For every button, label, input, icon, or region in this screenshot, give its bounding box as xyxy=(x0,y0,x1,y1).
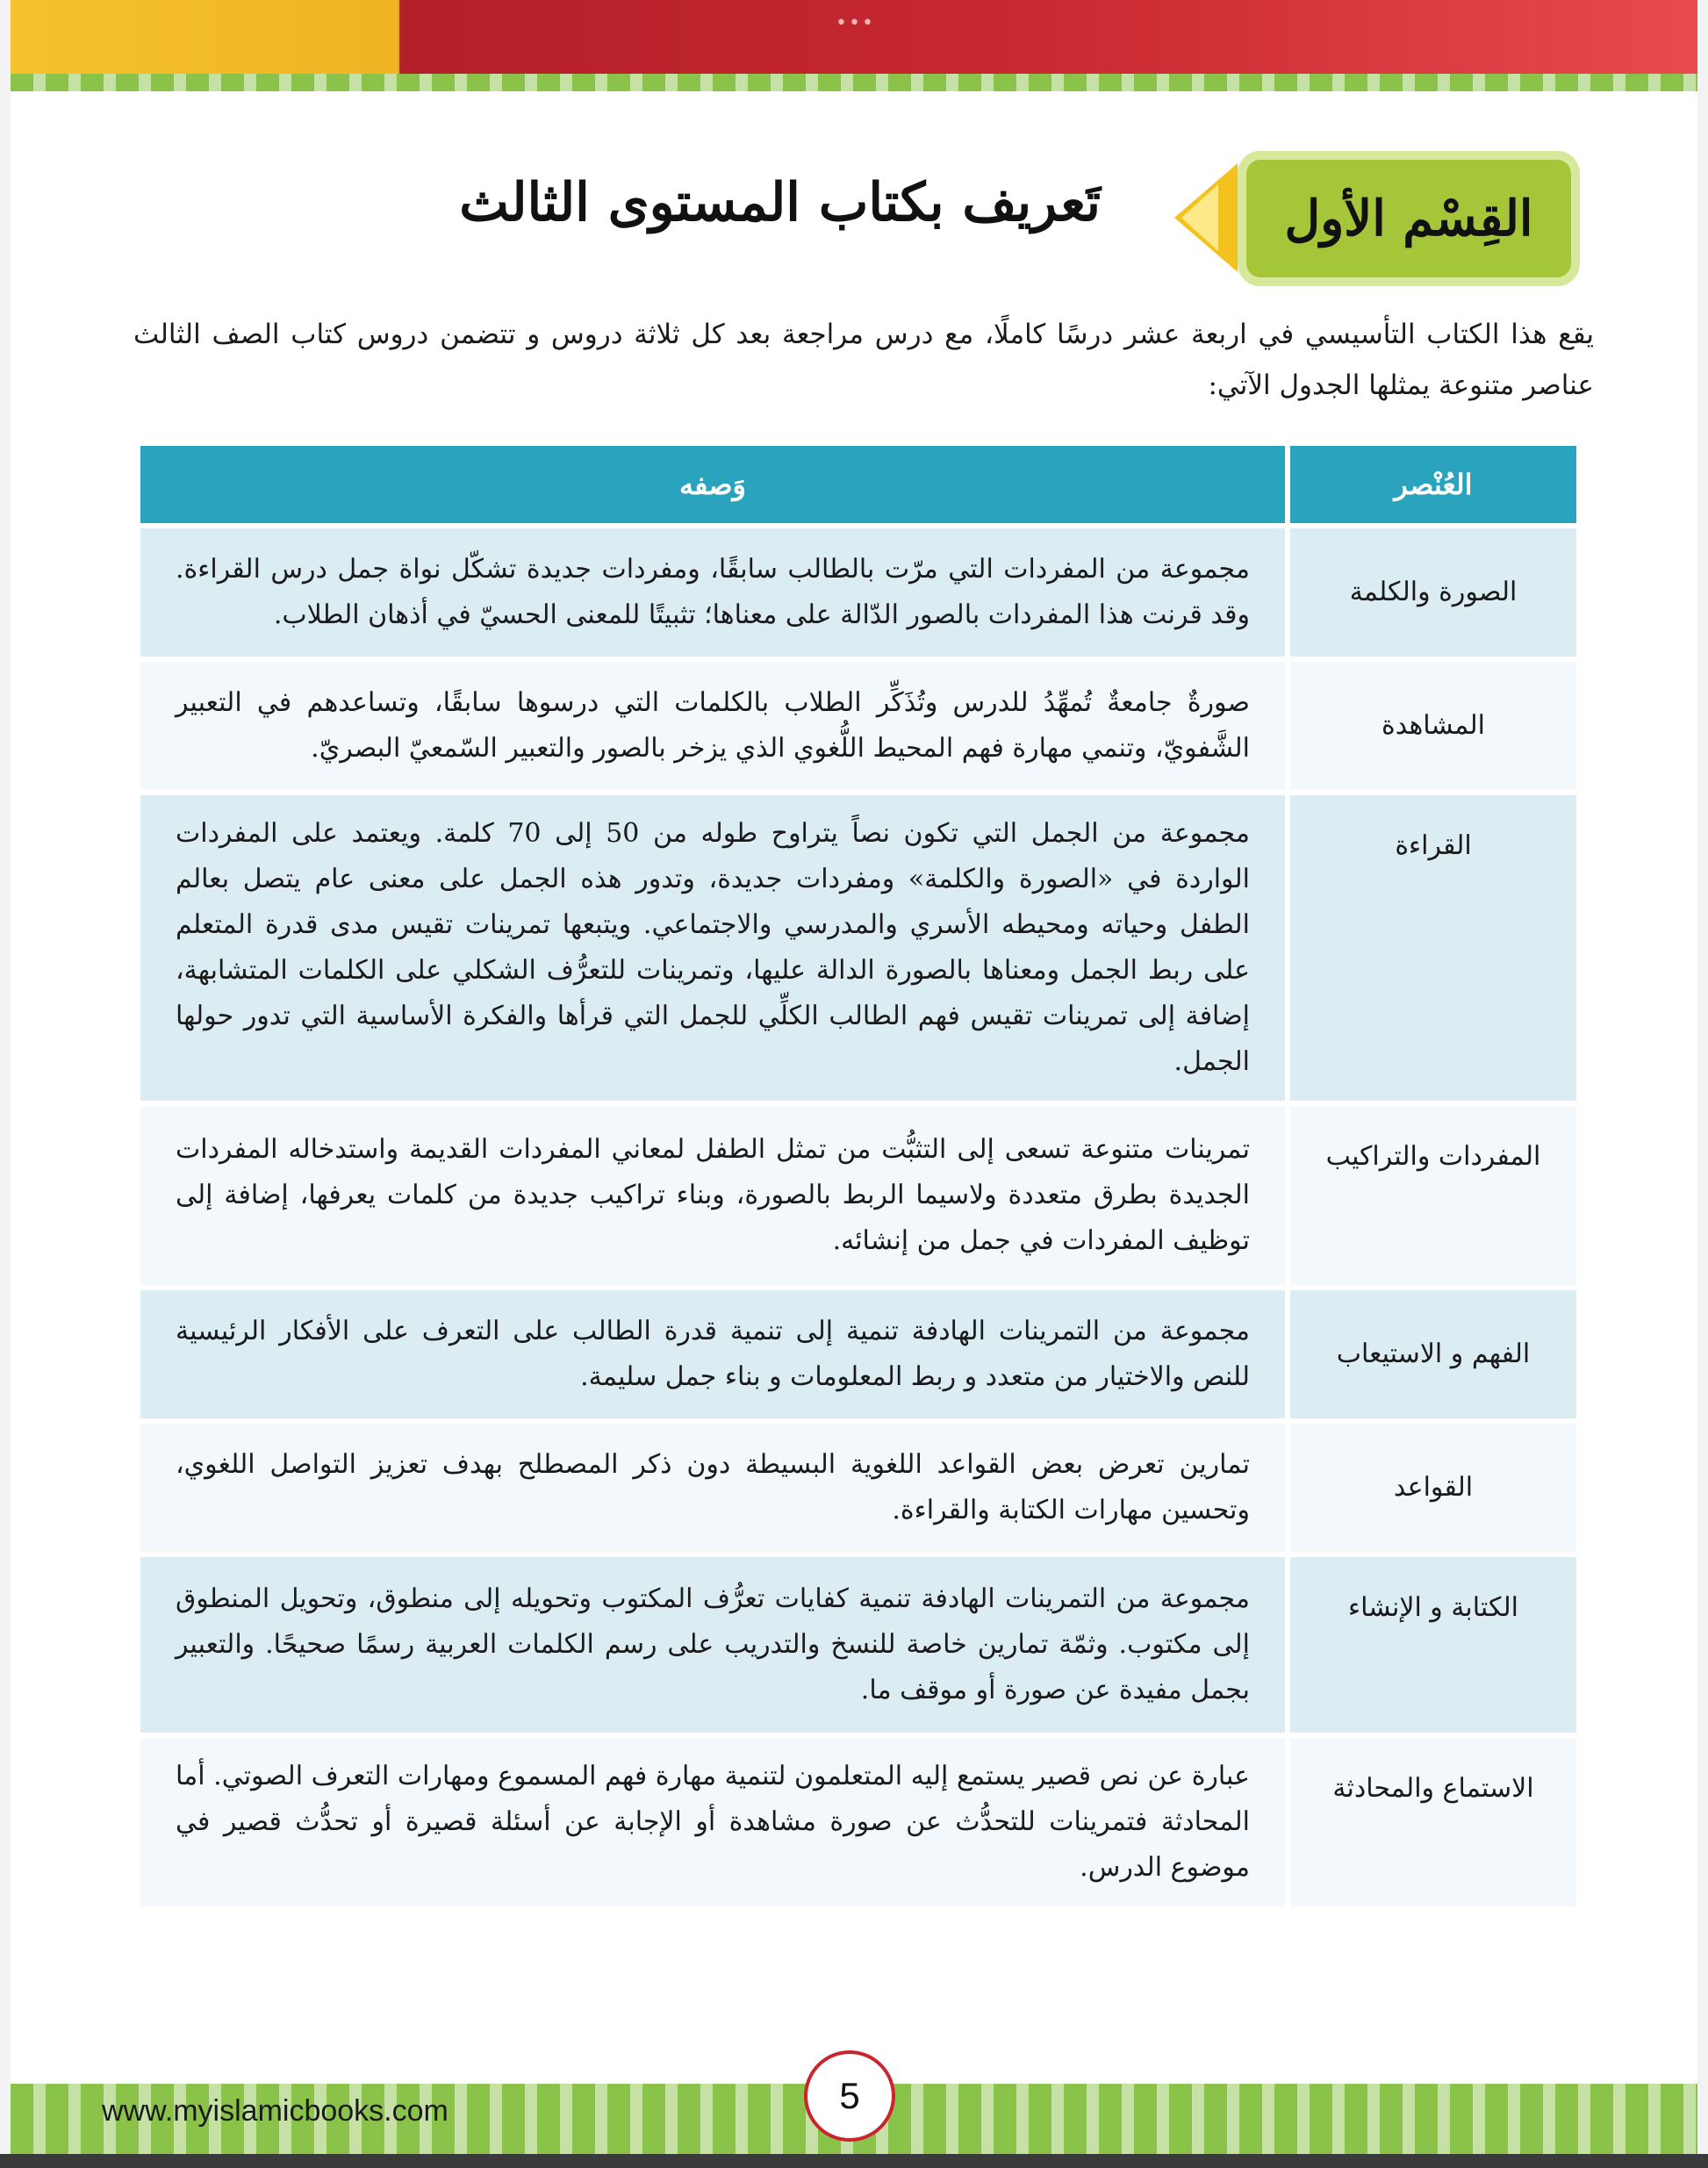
top-color-band xyxy=(11,0,1697,74)
row-element: المفردات والتراكيب xyxy=(1288,1103,1579,1288)
row-description: صورةٌ جامعةٌ تُمهِّدُ للدرس وتُذَكِّر الطلاب بالكلمات التي درسوها سابقًا، وتساعدهم في التعبير الشَّفويّ، وتنمي مهارة فهم المحيط اللُّغوي الذي يزخر بالصور والتعبير السّمعيّ البصريّ. xyxy=(138,659,1288,793)
table-row xyxy=(138,793,1579,1103)
book-page xyxy=(11,0,1697,2168)
row-description: تمارين تعرض بعض القواعد اللغوية البسيطة دون ذكر المصطلح بهدف تعزيز التواصل اللغوي، وتحسين مهارات الكتابة والقراءة. xyxy=(138,1421,1288,1554)
table-row xyxy=(138,1554,1579,1735)
row-element: الاستماع والمحادثة xyxy=(1288,1735,1579,1909)
row-element: الكتابة و الإنشاء xyxy=(1288,1554,1579,1735)
row-element: الصورة والكلمة xyxy=(1288,526,1579,659)
row-description: تمرينات متنوعة تسعى إلى التثبُّت من تمثل الطفل لمعاني المفردات القديمة واستدخاله المفردات الجديدة بطرق متعددة ولاسيما الربط بالصورة، وبناء تراكيب جديدة من كلمات يعرفها، إضافة إلى توظيف المفردات في جمل من إنشائه. xyxy=(138,1103,1288,1288)
table-row xyxy=(138,1288,1579,1421)
table-row xyxy=(138,526,1579,659)
table-row xyxy=(138,659,1579,793)
row-description: مجموعة من المفردات التي مرّت بالطالب سابقًا، ومفردات جديدة تشكّل نواة جمل درس القراءة. وقد قرنت هذا المفردات بالصور الدّالة على معناها؛ تثبيتًا للمعنى الحسيّ في أذهان الطلاب. xyxy=(138,526,1288,659)
table-row xyxy=(138,1735,1579,1909)
viewer-bottom-bar xyxy=(0,2154,1708,2168)
section-badge-label: القِسْم الأول xyxy=(1284,190,1533,248)
page-number: 5 xyxy=(804,2050,895,2142)
row-element: القراءة xyxy=(1288,793,1579,1103)
row-element: الفهم و الاستيعاب xyxy=(1288,1288,1579,1421)
table-row xyxy=(138,1103,1579,1288)
page-title: تَعريف بكتاب المستوى الثالث xyxy=(459,172,1101,233)
row-element: المشاهدة xyxy=(1288,659,1579,793)
table-row xyxy=(138,1421,1579,1554)
elements-table xyxy=(135,441,1582,1912)
website-link[interactable]: www.myislamicbooks.com xyxy=(102,2094,449,2128)
section-badge xyxy=(1238,151,1580,286)
badge-arrow-highlight xyxy=(1181,184,1218,251)
row-description: مجموعة من التمرينات الهادفة تنمية كفايات تعرُّف المكتوب وتحويله إلى منطوق، وتحويل المنطوق إلى مكتوب. وثمّة تمارين خاصة للنسخ والتدريب على رسم الكلمات العربية رسمًا صحيحًا. والتعبير بجمل مفيدة عن صورة أو موقف ما. xyxy=(138,1554,1288,1735)
table-header-row xyxy=(138,443,1579,526)
top-green-stripe xyxy=(11,74,1697,91)
row-description: مجموعة من التمرينات الهادفة تنمية إلى تنمية قدرة الطالب على التعرف على الأفكار الرئيسية للنص والاختيار من متعدد و ربط المعلومات و بناء جمل سليمة. xyxy=(138,1288,1288,1421)
row-description: عبارة عن نص قصير يستمع إليه المتعلمون لتنمية مهارة فهم المسموع ومهارات التعرف الصوتي. أما المحادثة فتمرينات للتحدُّث عن صورة مشاهدة أو الإجابة عن أسئلة قصيرة أو تحدُّث قصير في موضوع الدرس. xyxy=(138,1735,1288,1909)
intro-paragraph: يقع هذا الكتاب التأسيسي في اربعة عشر درسًا كاملًا، مع درس مراجعة بعد كل ثلاثة دروس و تتضمن دروس كتاب الصف الثالث عناصر متنوعة يمثلها الجدول الآتي: xyxy=(133,319,1594,401)
header-description: وَصفه xyxy=(138,443,1288,526)
row-description: مجموعة من الجمل التي تكون نصاً يتراوح طوله من 50 إلى 70 كلمة. ويعتمد على المفردات الواردة في «الصورة والكلمة» ومفردات جديدة، وتدور هذه الجمل على معنى عام يتصل بعالم الطفل وحياته ومحيطه الأسري والمدرسي والاجتماعي. ويتبعها تمرينات تقيس مدى قدرة المتعلم على ربط الجمل ومعناها بالصورة الدالة عليها، وتمرينات للتعرُّف الشكلي على الكلمات المتشابهة، إضافة إلى تمرينات تقيس فهم الطالب الكلِّي للجمل التي قرأها والفكرة الأساسية التي تدور حولها الجمل. xyxy=(138,793,1288,1103)
header-element: العُنْصر xyxy=(1288,443,1579,526)
more-dots-icon[interactable]: ••• xyxy=(836,12,875,34)
row-element: القواعد xyxy=(1288,1421,1579,1554)
